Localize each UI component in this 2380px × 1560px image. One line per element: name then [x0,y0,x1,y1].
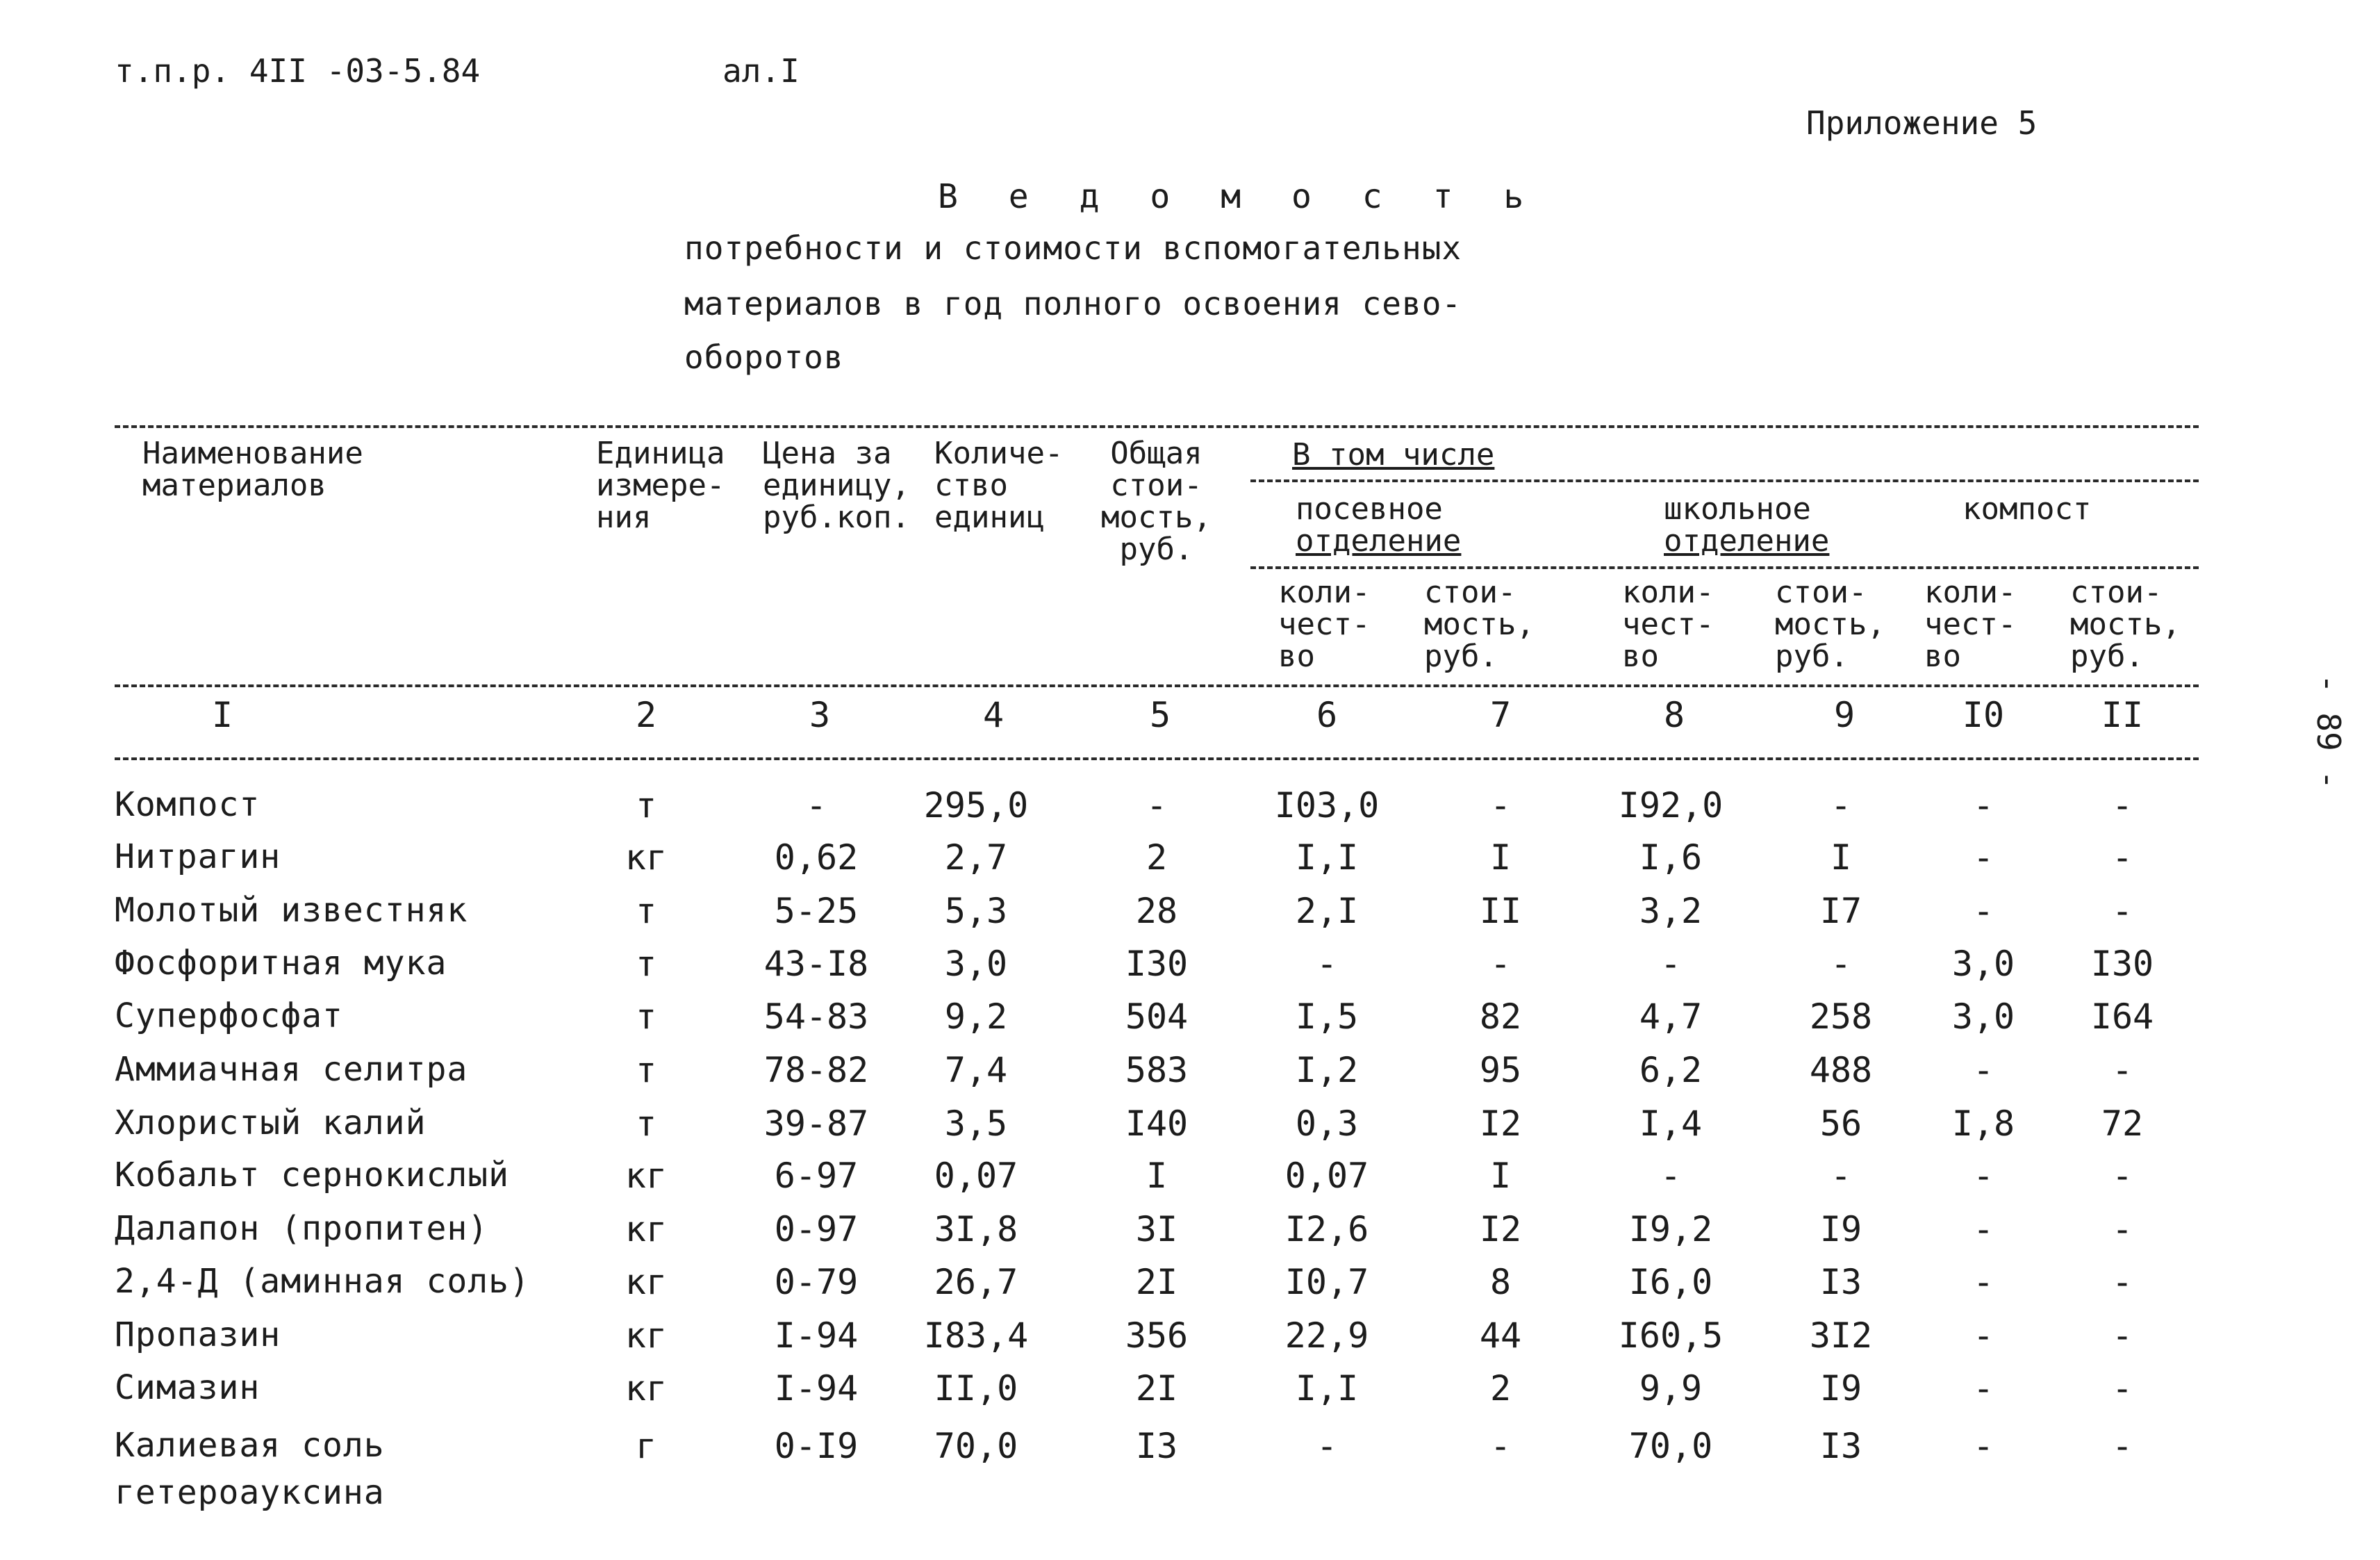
col-header-price: Цена за единицу, руб.коп. [763,436,910,535]
row-3-sow-qty: 2,I [1295,891,1359,931]
row-8-material-name: Кобальт сернокислый [115,1156,510,1194]
row-2-price: 0,62 [774,837,859,878]
row-12-compost-qty: - [1972,1368,1994,1409]
row-7-school-qty: I,4 [1639,1103,1703,1144]
row-10-total: 2I [1135,1262,1178,1302]
subheader-qty-6: коли- чест- во [1278,575,1371,674]
row-7-compost-qty: I,8 [1951,1103,2015,1144]
row-12-school-cost: I9 [1819,1368,1862,1409]
row-2-compost-cost: - [2111,837,2133,878]
group-rule [1250,479,2199,482]
row-5-school-cost: 258 [1809,996,1873,1037]
col-number-2: 2 [635,695,657,735]
row-12-unit: кг [625,1368,668,1409]
sheet-number: ал.I [722,52,800,90]
row-9-compost-cost: - [2111,1209,2133,1249]
col-number-5: 5 [1149,695,1171,735]
col-header-total: Общая стои- мость, руб. [1101,436,1212,567]
row-12-price: I-94 [774,1368,859,1409]
row-4-sow-qty: - [1316,944,1338,984]
col-number-7: 7 [1489,695,1512,735]
row-12-qty: II,0 [934,1368,1018,1409]
subheader-cost-7: стои- мость, руб. [1424,575,1535,674]
row-1-material-name: Компост [115,785,261,824]
row-6-unit: т [635,1050,657,1090]
row-11-price: I-94 [774,1315,859,1356]
row-3-qty: 5,3 [944,891,1008,931]
subgroup-compost: компост [1962,491,2092,527]
row-13-material-name-line2: гетероауксина [115,1473,385,1512]
row-5-compost-qty: 3,0 [1951,996,2015,1037]
row-10-price: 0-79 [774,1262,859,1302]
row-2-school-cost: I [1830,837,1852,878]
row-13-price: 0-I9 [774,1426,859,1466]
col-header-group: В том числе [1292,437,1495,473]
row-11-qty: I83,4 [923,1315,1029,1356]
side-page-number: - 89 - [2310,674,2347,790]
row-9-school-cost: I9 [1819,1209,1862,1249]
row-6-sow-qty: I,2 [1295,1050,1359,1090]
row-8-unit: кг [625,1156,668,1196]
row-1-qty: 295,0 [923,785,1029,826]
appendix-label: Приложение 5 [1806,104,2038,142]
row-2-unit: кг [625,837,668,878]
subgroup-school: школьное отделение [1664,491,1830,559]
row-9-school-qty: I9,2 [1628,1209,1713,1249]
row-2-compost-qty: - [1972,837,1994,878]
row-4-material-name: Фосфоритная мука [115,944,447,983]
row-1-sow-cost: - [1489,785,1512,826]
row-1-sow-qty: I03,0 [1274,785,1380,826]
table-top-rule [115,425,2199,428]
row-10-unit: кг [625,1262,668,1302]
row-8-compost-qty: - [1972,1156,1994,1196]
row-4-compost-qty: 3,0 [1951,944,2015,984]
row-6-price: 78-82 [763,1050,869,1090]
row-7-qty: 3,5 [944,1103,1008,1144]
row-9-price: 0-97 [774,1209,859,1249]
row-12-material-name: Симазин [115,1368,261,1407]
row-13-school-cost: I3 [1819,1426,1862,1466]
row-7-school-cost: 56 [1819,1103,1862,1144]
row-4-sow-cost: - [1489,944,1512,984]
col-header-name: Наименование материалов [142,436,363,503]
col-number-4: 4 [982,695,1005,735]
row-5-sow-cost: 82 [1479,996,1522,1037]
row-12-sow-cost: 2 [1489,1368,1512,1409]
row-5-unit: т [635,996,657,1037]
row-13-sow-qty: - [1316,1426,1338,1466]
row-13-material-name: Калиевая соль [115,1426,385,1465]
row-13-unit: г [635,1426,657,1466]
col-number-8: 8 [1663,695,1685,735]
row-3-school-qty: 3,2 [1639,891,1703,931]
row-7-unit: т [635,1103,657,1144]
row-4-compost-cost: I30 [2090,944,2154,984]
row-8-price: 6-97 [774,1156,859,1196]
subgroup-rule [1250,566,2199,569]
row-2-sow-qty: I,I [1295,837,1359,878]
row-7-sow-qty: 0,3 [1295,1103,1359,1144]
row-3-price: 5-25 [774,891,859,931]
row-3-school-cost: I7 [1819,891,1862,931]
row-9-compost-qty: - [1972,1209,1994,1249]
row-9-qty: 3I,8 [934,1209,1018,1249]
row-10-sow-cost: 8 [1489,1262,1512,1302]
row-2-material-name: Нитрагин [115,837,281,876]
col-number-1: I [211,695,233,735]
row-10-school-qty: I6,0 [1628,1262,1713,1302]
row-5-material-name: Суперфосфат [115,996,343,1035]
row-9-unit: кг [625,1209,668,1249]
row-10-material-name: 2,4-Д (аминная соль) [115,1262,530,1301]
subheader-cost-9: стои- мость, руб. [1775,575,1885,674]
row-11-sow-cost: 44 [1479,1315,1522,1356]
row-3-sow-cost: II [1479,891,1522,931]
row-9-total: 3I [1135,1209,1178,1249]
row-9-sow-qty: I2,6 [1284,1209,1369,1249]
row-5-sow-qty: I,5 [1295,996,1359,1037]
subgroup-sowing: посевное отделение [1296,491,1462,559]
col-number-3: 3 [809,695,831,735]
row-13-total: I3 [1135,1426,1178,1466]
row-1-unit: т [635,785,657,826]
row-10-sow-qty: I0,7 [1284,1262,1369,1302]
col-number-10: I0 [1962,695,2005,735]
row-2-sow-cost: I [1489,837,1512,878]
row-4-school-qty: - [1660,944,1682,984]
row-4-total: I30 [1125,944,1189,984]
col-number-11: II [2101,695,2144,735]
col-number-6: 6 [1316,695,1338,735]
row-1-compost-cost: - [2111,785,2133,826]
row-12-total: 2I [1135,1368,1178,1409]
row-7-material-name: Хлористый калий [115,1103,427,1142]
col-header-qty: Количе- ство единиц [934,436,1064,535]
subheader-qty-8: коли- чест- во [1622,575,1714,674]
row-11-compost-qty: - [1972,1315,1994,1356]
header-bottom-rule [115,684,2199,687]
numbers-bottom-rule [115,757,2199,760]
row-6-qty: 7,4 [944,1050,1008,1090]
row-3-compost-cost: - [2111,891,2133,931]
row-12-compost-cost: - [2111,1368,2133,1409]
row-6-material-name: Аммиачная селитра [115,1050,468,1089]
row-4-price: 43-I8 [763,944,869,984]
row-8-sow-qty: 0,07 [1284,1156,1369,1196]
title-heading: В е д о м о с т ь [938,177,1539,216]
row-6-total: 583 [1125,1050,1189,1090]
row-13-qty: 70,0 [934,1426,1018,1466]
row-5-total: 504 [1125,996,1189,1037]
row-4-qty: 3,0 [944,944,1008,984]
row-1-compost-qty: - [1972,785,1994,826]
row-5-compost-cost: I64 [2090,996,2154,1037]
row-13-compost-qty: - [1972,1426,1994,1466]
row-10-qty: 26,7 [934,1262,1018,1302]
row-12-school-qty: 9,9 [1639,1368,1703,1409]
row-3-total: 28 [1135,891,1178,931]
row-7-sow-cost: I2 [1479,1103,1522,1144]
row-1-school-qty: I92,0 [1618,785,1724,826]
row-11-unit: кг [625,1315,668,1356]
row-10-compost-cost: - [2111,1262,2133,1302]
row-7-total: I40 [1125,1103,1189,1144]
row-8-sow-cost: I [1489,1156,1512,1196]
row-4-unit: т [635,944,657,984]
title-line-1: потребности и стоимости вспомогательных [684,229,1462,267]
row-3-unit: т [635,891,657,931]
row-7-price: 39-87 [763,1103,869,1144]
row-12-sow-qty: I,I [1295,1368,1359,1409]
row-3-material-name: Молотый известняк [115,891,468,930]
row-2-qty: 2,7 [944,837,1008,878]
row-5-qty: 9,2 [944,996,1008,1037]
subheader-qty-10: коли- чест- во [1924,575,2017,674]
col-header-unit: Единица измере- ния [596,436,725,535]
row-3-compost-qty: - [1972,891,1994,931]
row-13-sow-cost: - [1489,1426,1512,1466]
row-2-total: 2 [1146,837,1168,878]
row-9-sow-cost: I2 [1479,1209,1522,1249]
row-6-sow-cost: 95 [1479,1050,1522,1090]
row-10-school-cost: I3 [1819,1262,1862,1302]
row-6-school-cost: 488 [1809,1050,1873,1090]
row-5-school-qty: 4,7 [1639,996,1703,1037]
row-8-school-qty: - [1660,1156,1682,1196]
row-11-compost-cost: - [2111,1315,2133,1356]
row-10-compost-qty: - [1972,1262,1994,1302]
row-6-compost-cost: - [2111,1050,2133,1090]
row-8-total: I [1146,1156,1168,1196]
row-1-price: - [805,785,827,826]
subheader-cost-11: стои- мость, руб. [2070,575,2181,674]
row-1-total: - [1146,785,1168,826]
row-9-material-name: Далапон (пропитен) [115,1209,489,1248]
document-code: т.п.р. 4II -03-5.84 [115,52,481,90]
row-8-school-cost: - [1830,1156,1852,1196]
row-6-compost-qty: - [1972,1050,1994,1090]
col-number-9: 9 [1833,695,1856,735]
row-2-school-qty: I,6 [1639,837,1703,878]
row-7-compost-cost: 72 [2101,1103,2144,1144]
row-6-school-qty: 6,2 [1639,1050,1703,1090]
row-1-school-cost: - [1830,785,1852,826]
title-line-3: оборотов [684,338,844,376]
row-5-price: 54-83 [763,996,869,1037]
row-8-qty: 0,07 [934,1156,1018,1196]
row-11-material-name: Пропазин [115,1315,281,1354]
row-11-sow-qty: 22,9 [1284,1315,1369,1356]
row-4-school-cost: - [1830,944,1852,984]
row-11-school-cost: 3I2 [1809,1315,1873,1356]
title-line-2: материалов в год полного освоения сево- [684,285,1462,322]
row-8-compost-cost: - [2111,1156,2133,1196]
row-11-school-qty: I60,5 [1618,1315,1724,1356]
row-13-compost-cost: - [2111,1426,2133,1466]
row-11-total: 356 [1125,1315,1189,1356]
row-13-school-qty: 70,0 [1628,1426,1713,1466]
